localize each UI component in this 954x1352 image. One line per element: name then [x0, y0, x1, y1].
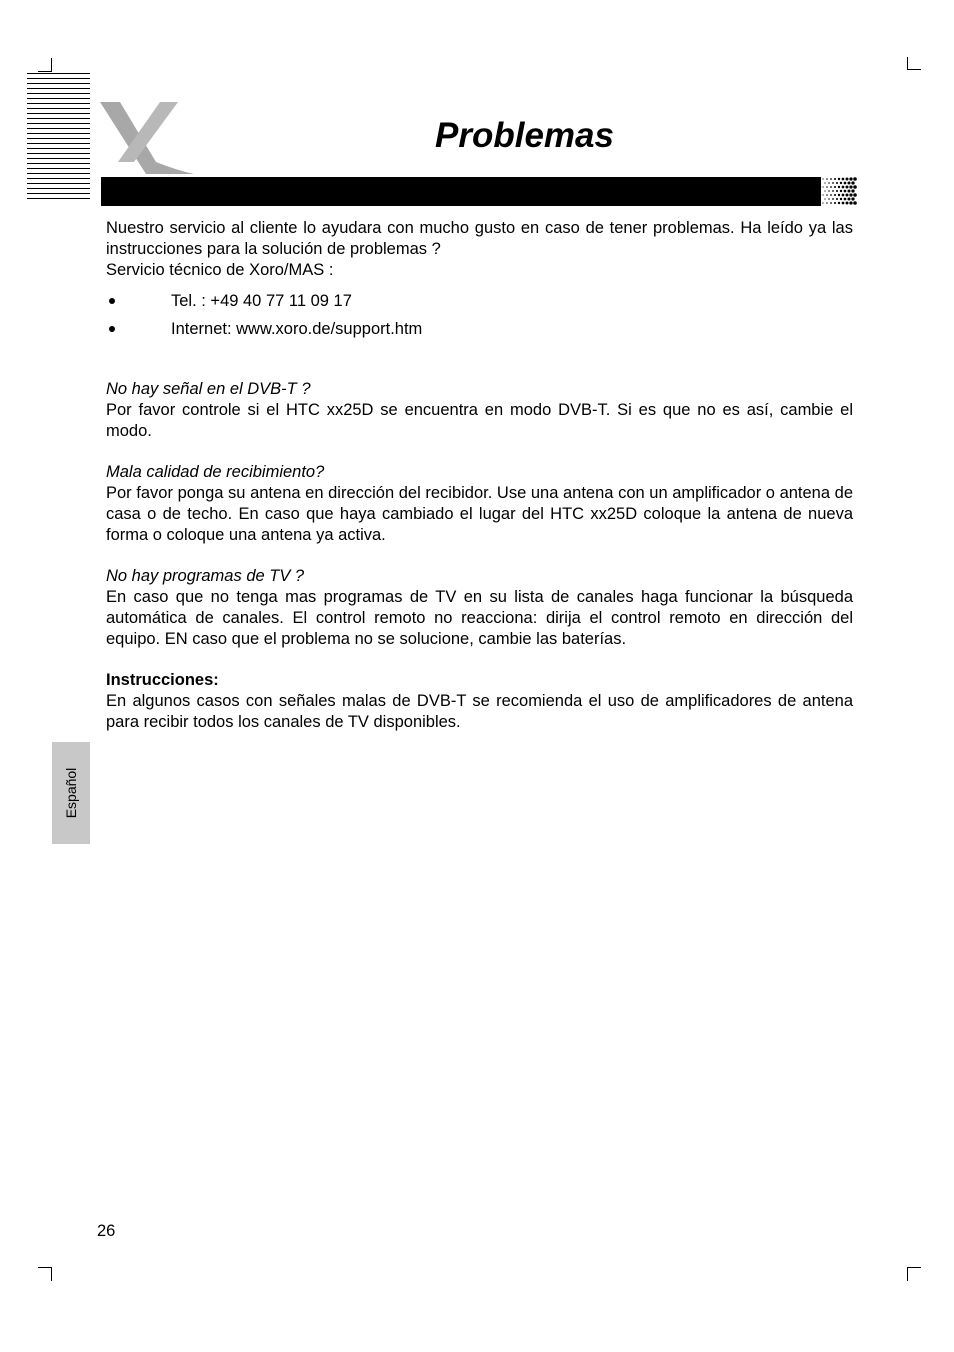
pattern-dot — [834, 194, 836, 196]
page-title: Problemas — [435, 116, 614, 155]
instructions-text: En algunos casos con señales malas de DVB-T se recomienda el uso de amplificadores de antena para recibir todos los canales de TV disponibles. — [106, 692, 853, 731]
pattern-dot — [846, 202, 849, 205]
pattern-dot — [832, 198, 834, 200]
language-tab — [52, 742, 90, 844]
pattern-dot — [848, 190, 851, 193]
crop-mark — [38, 71, 52, 72]
service-line: Servicio técnico de Xoro/MAS : — [106, 261, 334, 279]
pattern-dot — [832, 190, 834, 192]
pattern-dot — [824, 190, 825, 191]
header-stripes — [27, 73, 90, 201]
crop-mark — [907, 69, 921, 70]
pattern-dot — [838, 186, 840, 188]
main-content — [106, 218, 853, 733]
pattern-dot — [832, 182, 834, 184]
pattern-dot — [840, 190, 842, 192]
pattern-dot — [842, 202, 845, 205]
intro-paragraph: Nuestro servicio al cliente lo ayudara con mucho gusto en caso de tener problemas. Ha leído ya las instrucciones para la solución de problemas ? — [106, 219, 853, 258]
pattern-dot — [830, 202, 832, 204]
pattern-dot — [844, 190, 847, 193]
question-heading: Mala calidad de recibimiento? — [106, 463, 325, 481]
pattern-dot — [853, 193, 857, 197]
pattern-dot — [826, 194, 828, 196]
pattern-dot — [848, 198, 851, 201]
pattern-dot — [851, 181, 854, 184]
question-heading: No hay señal en el DVB-T ? — [106, 380, 311, 398]
crop-mark — [51, 58, 52, 72]
pattern-dot — [834, 186, 836, 188]
pattern-dot — [824, 182, 825, 183]
pattern-dot — [834, 202, 836, 204]
pattern-dot — [836, 198, 838, 200]
pattern-dot — [838, 194, 840, 196]
contact-internet: Internet: www.xoro.de/support.htm — [171, 320, 423, 338]
pattern-dot — [842, 194, 845, 197]
pattern-dot — [826, 202, 828, 204]
answer-text: Por favor controle si el HTC xx25D se encuentra en modo DVB-T. Si es que no es así, cambie el modo. — [106, 401, 853, 440]
crop-mark — [38, 1267, 52, 1268]
question-heading: No hay programas de TV ? — [106, 567, 305, 585]
title-bar — [101, 177, 821, 206]
pattern-dot — [848, 182, 851, 185]
x-logo-icon — [98, 100, 196, 178]
pattern-dot — [853, 185, 857, 189]
pattern-dot — [842, 178, 845, 181]
pattern-dot — [846, 194, 849, 197]
pattern-dot — [828, 198, 830, 200]
language-tab-label: Español — [63, 767, 79, 819]
title-bar-dot-pattern — [821, 177, 857, 206]
pattern-dot — [849, 185, 852, 188]
crop-mark — [907, 57, 908, 70]
pattern-dot — [838, 202, 840, 204]
pattern-dot — [822, 202, 823, 203]
pattern-dot — [846, 186, 849, 189]
pattern-dot — [853, 201, 857, 205]
pattern-dot — [849, 201, 852, 204]
pattern-dot — [828, 182, 830, 184]
contact-phone: Tel. : +49 40 77 11 09 17 — [171, 292, 352, 310]
pattern-dot — [840, 182, 842, 184]
pattern-dot — [824, 198, 825, 199]
pattern-dot — [822, 178, 823, 179]
bullet-icon — [109, 326, 115, 332]
answer-text: En caso que no tenga mas programas de TV en su lista de canales haga funcionar la búsqueda automática de canales. El control remoto no reacciona: dirija el control remoto en dirección del equipo. EN caso que el problema no se solucione, cambie las baterías. — [106, 588, 853, 648]
pattern-dot — [844, 198, 847, 201]
crop-mark — [907, 1267, 921, 1268]
pattern-dot — [849, 193, 852, 196]
answer-text: Por favor ponga su antena en dirección del recibidor. Use una antena con un amplificador o antena de casa o de techo. En caso que haya cambiado el lugar del HTC xx25D coloque la antena de nueva forma o coloque una antena ya activa. — [106, 484, 853, 544]
pattern-dot — [853, 177, 857, 181]
pattern-dot — [830, 194, 832, 196]
pattern-dot — [834, 178, 836, 180]
pattern-dot — [828, 190, 830, 192]
pattern-dot — [838, 178, 840, 180]
crop-mark — [907, 1267, 908, 1281]
pattern-dot — [836, 190, 838, 192]
pattern-dot — [822, 186, 823, 187]
pattern-dot — [830, 186, 832, 188]
pattern-dot — [849, 177, 852, 180]
pattern-dot — [836, 182, 838, 184]
pattern-dot — [822, 194, 823, 195]
pattern-dot — [826, 178, 828, 180]
pattern-dot — [830, 178, 832, 180]
pattern-dot — [842, 186, 845, 189]
pattern-dot — [846, 178, 849, 181]
pattern-dot — [826, 186, 828, 188]
pattern-dot — [844, 182, 847, 185]
pattern-dot — [851, 197, 854, 200]
contact-list — [106, 287, 853, 343]
page-number: 26 — [97, 1222, 116, 1240]
contact-item — [106, 315, 853, 343]
contact-item — [106, 287, 853, 315]
pattern-dot — [851, 189, 854, 192]
pattern-dot — [840, 198, 842, 200]
instructions-heading: Instrucciones: — [106, 671, 219, 689]
crop-mark — [51, 1267, 52, 1281]
bullet-icon — [109, 298, 115, 304]
